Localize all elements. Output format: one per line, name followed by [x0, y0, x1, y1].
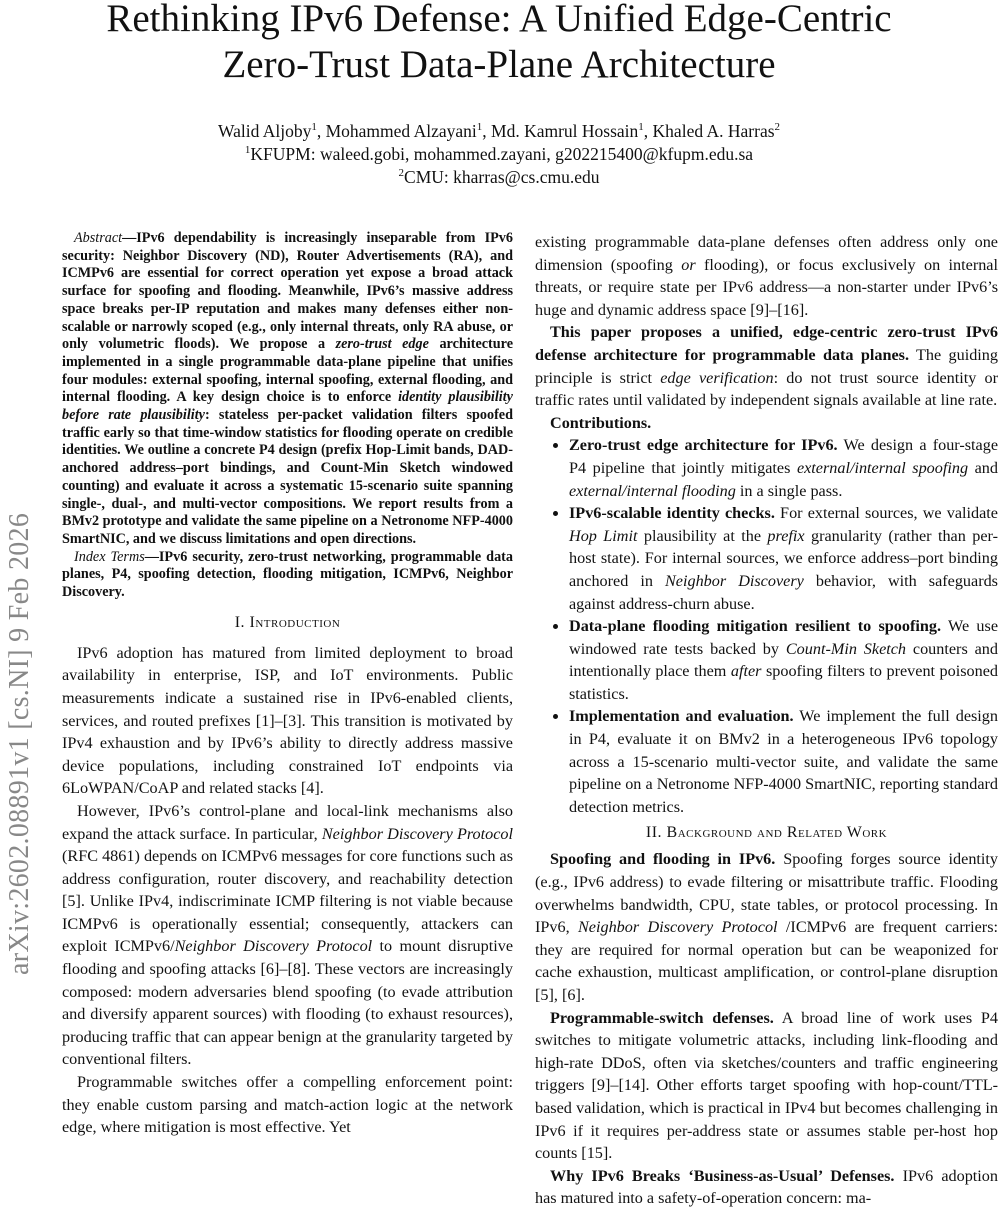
list-item: [569, 502, 998, 615]
text-run: (RFC 4861) depends on ICMPv6 messages for core functions such as address configuration, router discovery, and reachability detection [5]. Unlike IPv4, indiscriminate ICMP filtering is not viable because ICMPv6 is operationally essential; consequently, attackers can exploit ICMPv6/: [62, 847, 513, 956]
author-names: Walid Aljoby$^1$, Mohammed Alzayani$^1$, Md. Kamrul Hossain$^1$, Khaled A. Harras$^2$: [217, 121, 781, 141]
text-run: plausibility at the: [637, 526, 768, 545]
paragraph: [62, 642, 513, 800]
emphasized-text: Hop Limit: [569, 526, 638, 545]
paragraph: [535, 848, 998, 1006]
text-run: counters and intentionally place them: [569, 639, 998, 681]
author-name: Md. Kamrul Hossain: [491, 121, 639, 141]
title-line: Rethinking IPv6 Defense: A Unified Edge-Centric: [106, 0, 892, 40]
text-run: and: [968, 458, 998, 477]
affiliation-mark: 1: [244, 144, 251, 157]
emphasized-text: Neighbor Discovery Protocol: [578, 918, 778, 937]
emphasized-text: Index Terms: [74, 548, 145, 565]
text-run: —IPv6 security, zero-trust networking, programmable data planes, P4, spoofing detection, flooding mitigation, ICMPv6, Neighbor Discovery.: [62, 548, 513, 601]
left-column: [62, 230, 513, 1139]
contributions-list: [535, 434, 998, 818]
text-run: granularity (rather than per-host state). For internal sources, we enforce address–port binding anchored in: [569, 526, 998, 590]
emphasized-text: Neighbor Discovery Protocol: [174, 937, 373, 956]
text-run: We use windowed rate tests backed by: [569, 617, 998, 658]
emphasized-text: Neighbor Discovery Protocol: [321, 824, 513, 843]
author-name: Khaled A. Harras: [652, 121, 775, 141]
run-in-heading: Spoofing and flooding in IPv6.: [550, 850, 776, 869]
emphasized-text: identity plausibility before rate plausibility: [62, 389, 513, 424]
paragraph: [535, 321, 998, 411]
list-item: [569, 434, 998, 502]
emphasized-text: prefix: [767, 526, 805, 545]
section-heading-background: [535, 824, 998, 842]
run-in-heading: IPv6-scalable identity checks.: [569, 504, 775, 523]
paper-title: [0, 0, 998, 88]
text-run: Programmable switches offer a compelling enforcement point: they enable custom parsing and match-action logic at the network edge, where mitigation is most effective. Yet: [62, 1073, 513, 1137]
run-in-heading: Zero-trust edge architecture for IPv6.: [569, 436, 838, 455]
text-run: : do not trust source identity or traffic rates until validated by independent signals available at line rate.: [535, 368, 998, 410]
affiliation-text: KFUPM: waleed.gobi, mohammed.zayani, g202215400@kfupm.edu.sa: [250, 144, 754, 164]
affiliation-mark: 2: [398, 167, 405, 180]
author-name: Walid Aljoby: [217, 121, 312, 141]
run-in-heading: Why IPv6 Breaks ‘Business-as-Usual’ Defenses.: [550, 1166, 895, 1185]
abstract: [62, 230, 513, 549]
section-heading-introduction: [62, 614, 513, 632]
paragraph: [62, 1071, 513, 1139]
emphasized-text: Count-Min Sketch: [785, 639, 907, 658]
text-run: IPv6 adoption has matured from limited deployment to broad availability in enterprise, ISP, and IoT environments. Public measurements indicate a sustained rise in IPv6-enabled clients, services, and routed prefixes [1]–[3]. This transition is motivated by IPv4 exhaustion and by IPv6’s ability to directly address massive device populations, including constrained IoT endpoints via 6LoWPAN/CoAP and related stacks [4].: [62, 643, 513, 798]
text-run: architecture implemented in a single programmable data-plane pipeline that unifies four modules: external spoofing, internal spoofing, external flooding, and internal flooding. A key design choice is to enforce: [62, 336, 513, 406]
text-run: —IPv6 dependability is increasingly inseparable from IPv6 security: Neighbor Discovery (ND), Router Advertisements (RA), and ICMPv6 are essential for correct operation yet expose a broad attack surface for spoofing and flooding. Meanwhile, IPv6’s massive address space breaks per-IP reputation and makes many defenses either non-scalable or narrowly scoped (e.g., only internal threats, only RA abuse, or only volumetric floods). We propose a: [62, 230, 513, 353]
list-item: [569, 705, 998, 818]
author-block: [0, 120, 998, 189]
section-number: II.: [645, 824, 663, 842]
text-run: : stateless per-packet validation filters spoofed traffic early so that time-window statistics for flooding operate on credible identities. We outline a concrete P4 design (prefix Hop-Limit bands, DAD-anchored address–port bindings, and Count-Min Sketch windowed counting) and evaluate it across a systematic 15-scenario suite spanning single-, dual-, and multi-vector compositions. We report results from a BMv2 prototype and validate the same pipeline on a Netronome NFP-4000 SmartNIC, and we discuss limitations and open directions.: [62, 407, 513, 547]
text-run: /ICMPv6 are frequent carriers: they are required for normal operation but can be weaponized for cache exhaustion, multicast amplification, or control-plane disruption [5], [6].: [535, 918, 998, 1004]
section-number: I.: [234, 613, 246, 631]
paragraph: [62, 800, 513, 1071]
emphasized-text: Neighbor Discovery: [665, 571, 804, 590]
text-run: to mount disruptive flooding and spoofing attacks [6]–[8]. These vectors are increasingly composed: modern adversaries blend spoofing (to evade attribution and diversify apparent sources) with flooding (to exhaust resources), producing traffic that can appear benign at the granularity targeted by conventional filters.: [62, 937, 514, 1069]
emphasized-text: after: [730, 662, 762, 681]
text-run: in a single pass.: [735, 481, 843, 500]
run-in-heading: Implementation and evaluation.: [569, 707, 794, 726]
right-column: [535, 231, 998, 1210]
arxiv-identifier: arXiv:2602.08891v1 [cs.NI] 9 Feb 2026: [4, 512, 35, 975]
paragraph: [535, 231, 998, 321]
title-line: Zero-Trust Data-Plane Architecture: [222, 43, 776, 86]
paragraph: [535, 1165, 998, 1210]
list-item: [569, 615, 998, 705]
emphasized-text: zero-trust edge: [335, 336, 429, 353]
text-run: A broad line of work uses P4 switches to mitigate volumetric attacks, including link-flooding and high-rate DDoS, often via sketches/counters and traffic engineering triggers [9]–[14]. Other efforts target spoofing with hop-count/TTL-based validation, which is practical in IPv4 but becomes challenging in IPv6 if it requires per-address state or assumes stable per-host hop counts [15].: [535, 1008, 998, 1163]
text-run: For external sources, we validate: [774, 504, 998, 523]
text-run: existing programmable data-plane defenses often address only one dimension (spoofing: [535, 233, 998, 274]
author-affiliation-mark: 1: [638, 121, 644, 134]
affiliation: [0, 166, 998, 189]
emphasized-text: edge verification: [660, 368, 774, 387]
text-run: Spoofing forges source identity (e.g., IPv6 address) to evade filtering or misattribute traffic. Flooding overwhelms bandwidth, CPU, state tables, or protocol processing. In IPv6,: [535, 850, 998, 937]
text-run: We design a four-stage P4 pipeline that jointly mitigates: [569, 436, 998, 477]
run-in-heading: Data-plane flooding mitigation resilient to spoofing.: [569, 617, 941, 636]
text-run: spoofing filters to prevent poisoned statistics.: [569, 662, 998, 703]
text-run: flooding), or focus exclusively on internal threats, or require state per IPv6 address—a non-starter under IPv6’s huge and dynamic address space [9]–[16].: [535, 255, 998, 319]
run-in-heading: Programmable-switch defenses.: [550, 1008, 774, 1027]
emphasized-text: external/internal spoofing: [796, 458, 969, 477]
author-name: Mohammed Alzayani: [325, 121, 477, 141]
index-terms: [62, 549, 513, 602]
section-title: Introduction: [249, 613, 341, 631]
affiliation-text: CMU: kharras@cs.cmu.edu: [404, 167, 600, 187]
emphasized-text: external/internal flooding: [569, 481, 736, 500]
paragraph: [535, 1007, 998, 1165]
text-run: behavior, with safeguards against address-churn abuse.: [569, 571, 998, 613]
contributions-heading: Contributions.: [550, 413, 652, 432]
text-run: The guiding principle is strict: [535, 345, 998, 387]
author-affiliation-mark: 1: [476, 121, 483, 134]
run-in-heading: This paper proposes a unified, edge-centric zero-trust IPv6 defense architecture for programmable data planes.: [535, 323, 998, 364]
author-affiliation-mark: 2: [774, 121, 781, 134]
emphasized-text: or: [681, 255, 696, 274]
author-affiliation-mark: 1: [311, 121, 317, 134]
affiliation: [0, 143, 998, 166]
text-run: However, IPv6’s control-plane and local-link mechanisms also expand the attack surface. In particular,: [62, 801, 513, 843]
text-run: IPv6 adoption has matured into a safety-of-operation concern: ma-: [535, 1166, 998, 1208]
section-title: Background and Related Work: [666, 824, 888, 842]
text-run: We implement the full design in P4, evaluate it on BMv2 in a heterogeneous IPv6 topology across a 15-scenario multi-vector suite, and validate the same pipeline on a Netronome NFP-4000 SmartNIC, reporting standard detection metrics.: [569, 707, 998, 816]
emphasized-text: Abstract: [74, 230, 123, 246]
